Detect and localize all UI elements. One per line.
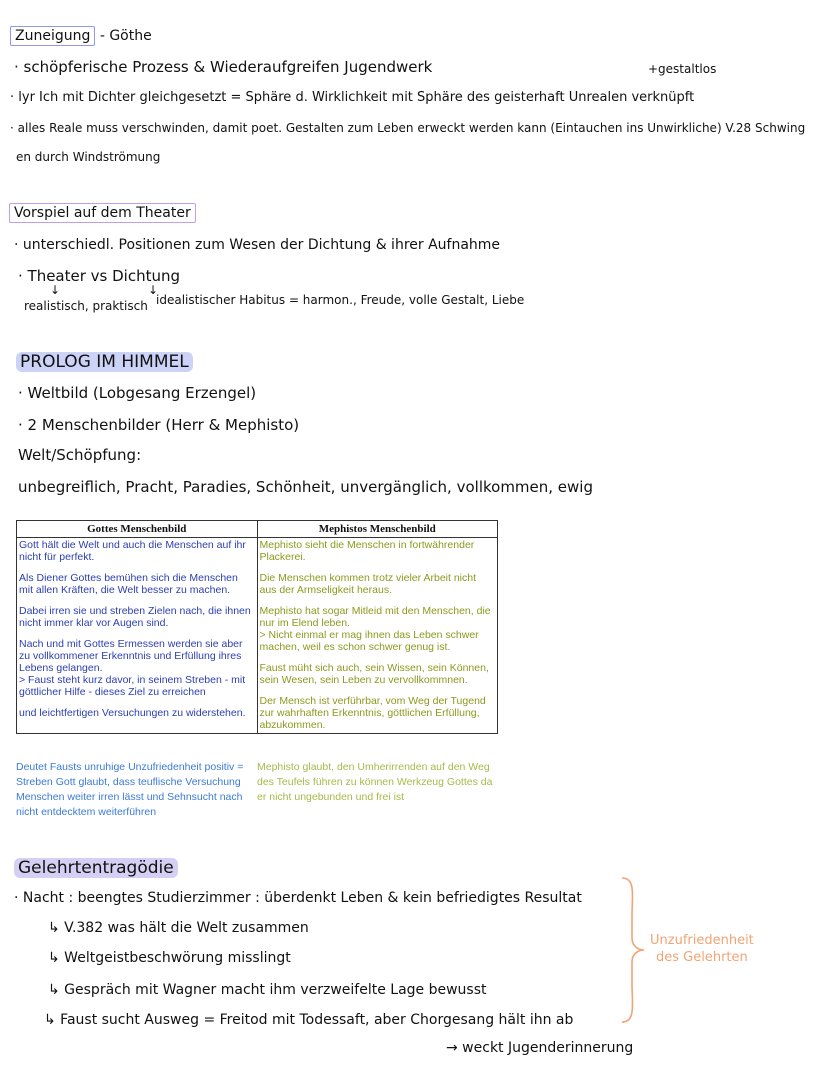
gelehrten-bullet-1: · Nacht : beengtes Studierzimmer : überdenkt Leben & kein befriedigtes Resultat [14, 890, 582, 906]
gottes-point-5: > Faust steht kurz davor, in seinem Streben - mit göttlicher Hilfe - dieses Ziel zu erreichen [19, 674, 246, 698]
gottes-point-6: und leichtfertigen Versuchungen zu widerstehen. [19, 707, 246, 719]
zuneigung-bullet-3: · alles Reale muss verschwinden, damit poet. Gestalten zum Leben erweckt werden kann (Eintauchen ins Unwirkliche) V.28 Schwing [10, 121, 806, 135]
theater-description: realistisch, praktisch [24, 299, 148, 313]
vorspiel-title: Vorspiel auf dem Theater [9, 203, 196, 223]
orange-curly-brace [618, 876, 648, 1024]
zuneigung-heading [10, 28, 152, 44]
zuneigung-bullet-2: · lyr Ich mit Dichter gleichgesetzt = Sphäre d. Wirklichkeit mit Sphäre des geisterhaft Unrealen verknüpft [10, 90, 695, 105]
prolog-heading [16, 352, 193, 372]
mephisto-point-5: Faust müht sich auch, sein Wissen, sein Können, sein Wesen, sein Leben zu vervollkommnen. [259, 662, 489, 686]
menschenbild-table [16, 520, 498, 734]
zuneigung-title: Zuneigung [10, 26, 95, 46]
vorspiel-bullet-1: · unterschiedl. Positionen zum Wesen der Dichtung & ihrer Aufnahme [14, 237, 501, 253]
gottes-point-1: Gott hält die Welt und auch die Menschen auf ihr nicht für perfekt. [19, 539, 246, 563]
gottes-point-3: Dabei irren sie und streben Zielen nach, die ihnen nicht immer klar vor Augen sind. [19, 605, 251, 629]
gelehrten-sub-4: ↳ Faust sucht Ausweg = Freitod mit Todessaft, aber Chorgesang hält ihn ab [44, 1012, 574, 1028]
mephisto-point-1: Mephisto sieht die Menschen in fortwährender Plackerei. [259, 539, 475, 563]
mephistos-cell [257, 538, 498, 734]
gottes-cell [17, 538, 258, 734]
mephisto-interpretation: Mephisto glaubt, den Umherirrenden auf den Weg des Teufels führen zu können Werkzeug Gottes da er nicht ungebunden und frei ist [257, 761, 493, 803]
zuneigung-author: - Göthe [99, 28, 152, 44]
gottes-point-2: Als Diener Gottes bemühen sich die Menschen mit allen Kräften, die Welt besser zu machen. [19, 572, 238, 596]
dichtung-description: idealistischer Habitus = harmon., Freude, volle Gestalt, Liebe [156, 293, 525, 307]
theater-arrow: ↓ [50, 283, 61, 297]
prolog-title: PROLOG IM HIMMEL [16, 352, 193, 372]
mephisto-point-3: Mephisto hat sogar Mitleid mit den Menschen, die nur im Elend leben. [259, 605, 491, 629]
dichtung-arrow: ↓ [148, 283, 159, 297]
header-mephistos: Mephistos Menschenbild [257, 521, 498, 538]
welt-attributes: unbegreiflich, Pracht, Paradies, Schönheit, unvergänglich, vollkommen, ewig [18, 478, 593, 496]
prolog-bullet-2: · 2 Menschenbilder (Herr & Mephisto) [18, 416, 300, 434]
brace-note: Unzufriedenheit des Gelehrten [650, 933, 754, 965]
gelehrten-sub-4b: → weckt Jugenderinnerung [446, 1040, 634, 1056]
gelehrten-heading [14, 858, 178, 878]
gelehrten-sub-3: ↳ Gespräch mit Wagner macht ihm verzweifelte Lage bewusst [48, 982, 487, 998]
mephisto-point-6: Der Mensch ist verführbar, vom Weg der Tugend zur wahrhaften Erkenntnis, göttlichen Erfüllung, abzukommen. [259, 695, 486, 731]
header-gottes: Gottes Menschenbild [17, 521, 258, 538]
mephisto-point-4: > Nicht einmal er mag ihnen das Leben schwer machen, weil es schon schwer genug ist. [259, 629, 479, 653]
gottes-interpretation: Deutet Fausts unruhige Unzufriedenheit positiv = Streben Gott glaubt, dass teuflische Versuchung Menschen weiter irren lässt und Sehnsucht nach nicht entdecktem weiterführen [16, 761, 244, 818]
mephisto-point-2: Die Menschen kommen trotz vieler Arbeit nicht aus der Armseligkeit heraus. [259, 572, 477, 596]
vorspiel-heading [9, 205, 196, 221]
gelehrten-sub-1: ↳ V.382 was hält die Welt zusammen [48, 920, 309, 936]
welt-label: Welt/Schöpfung: [18, 446, 142, 464]
prolog-bullet-1: · Weltbild (Lobgesang Erzengel) [18, 384, 257, 402]
gottes-point-4: Nach und mit Gottes Ermessen werden sie aber zu vollkommener Erkenntnis und Erfüllung ihres Lebens gelangen. [19, 638, 243, 674]
zuneigung-bullet-3-cont: en durch Windströmung [16, 150, 161, 164]
gelehrten-title: Gelehrtentragödie [14, 858, 178, 878]
gelehrten-sub-2: ↳ Weltgeistbeschwörung misslingt [48, 950, 291, 966]
zuneigung-bullet-1: · schöpferische Prozess & Wiederaufgreifen Jugendwerk [14, 58, 433, 76]
vorspiel-bullet-2: · Theater vs Dichtung [18, 267, 181, 285]
note-gestaltlos: +gestaltlos [648, 62, 717, 76]
